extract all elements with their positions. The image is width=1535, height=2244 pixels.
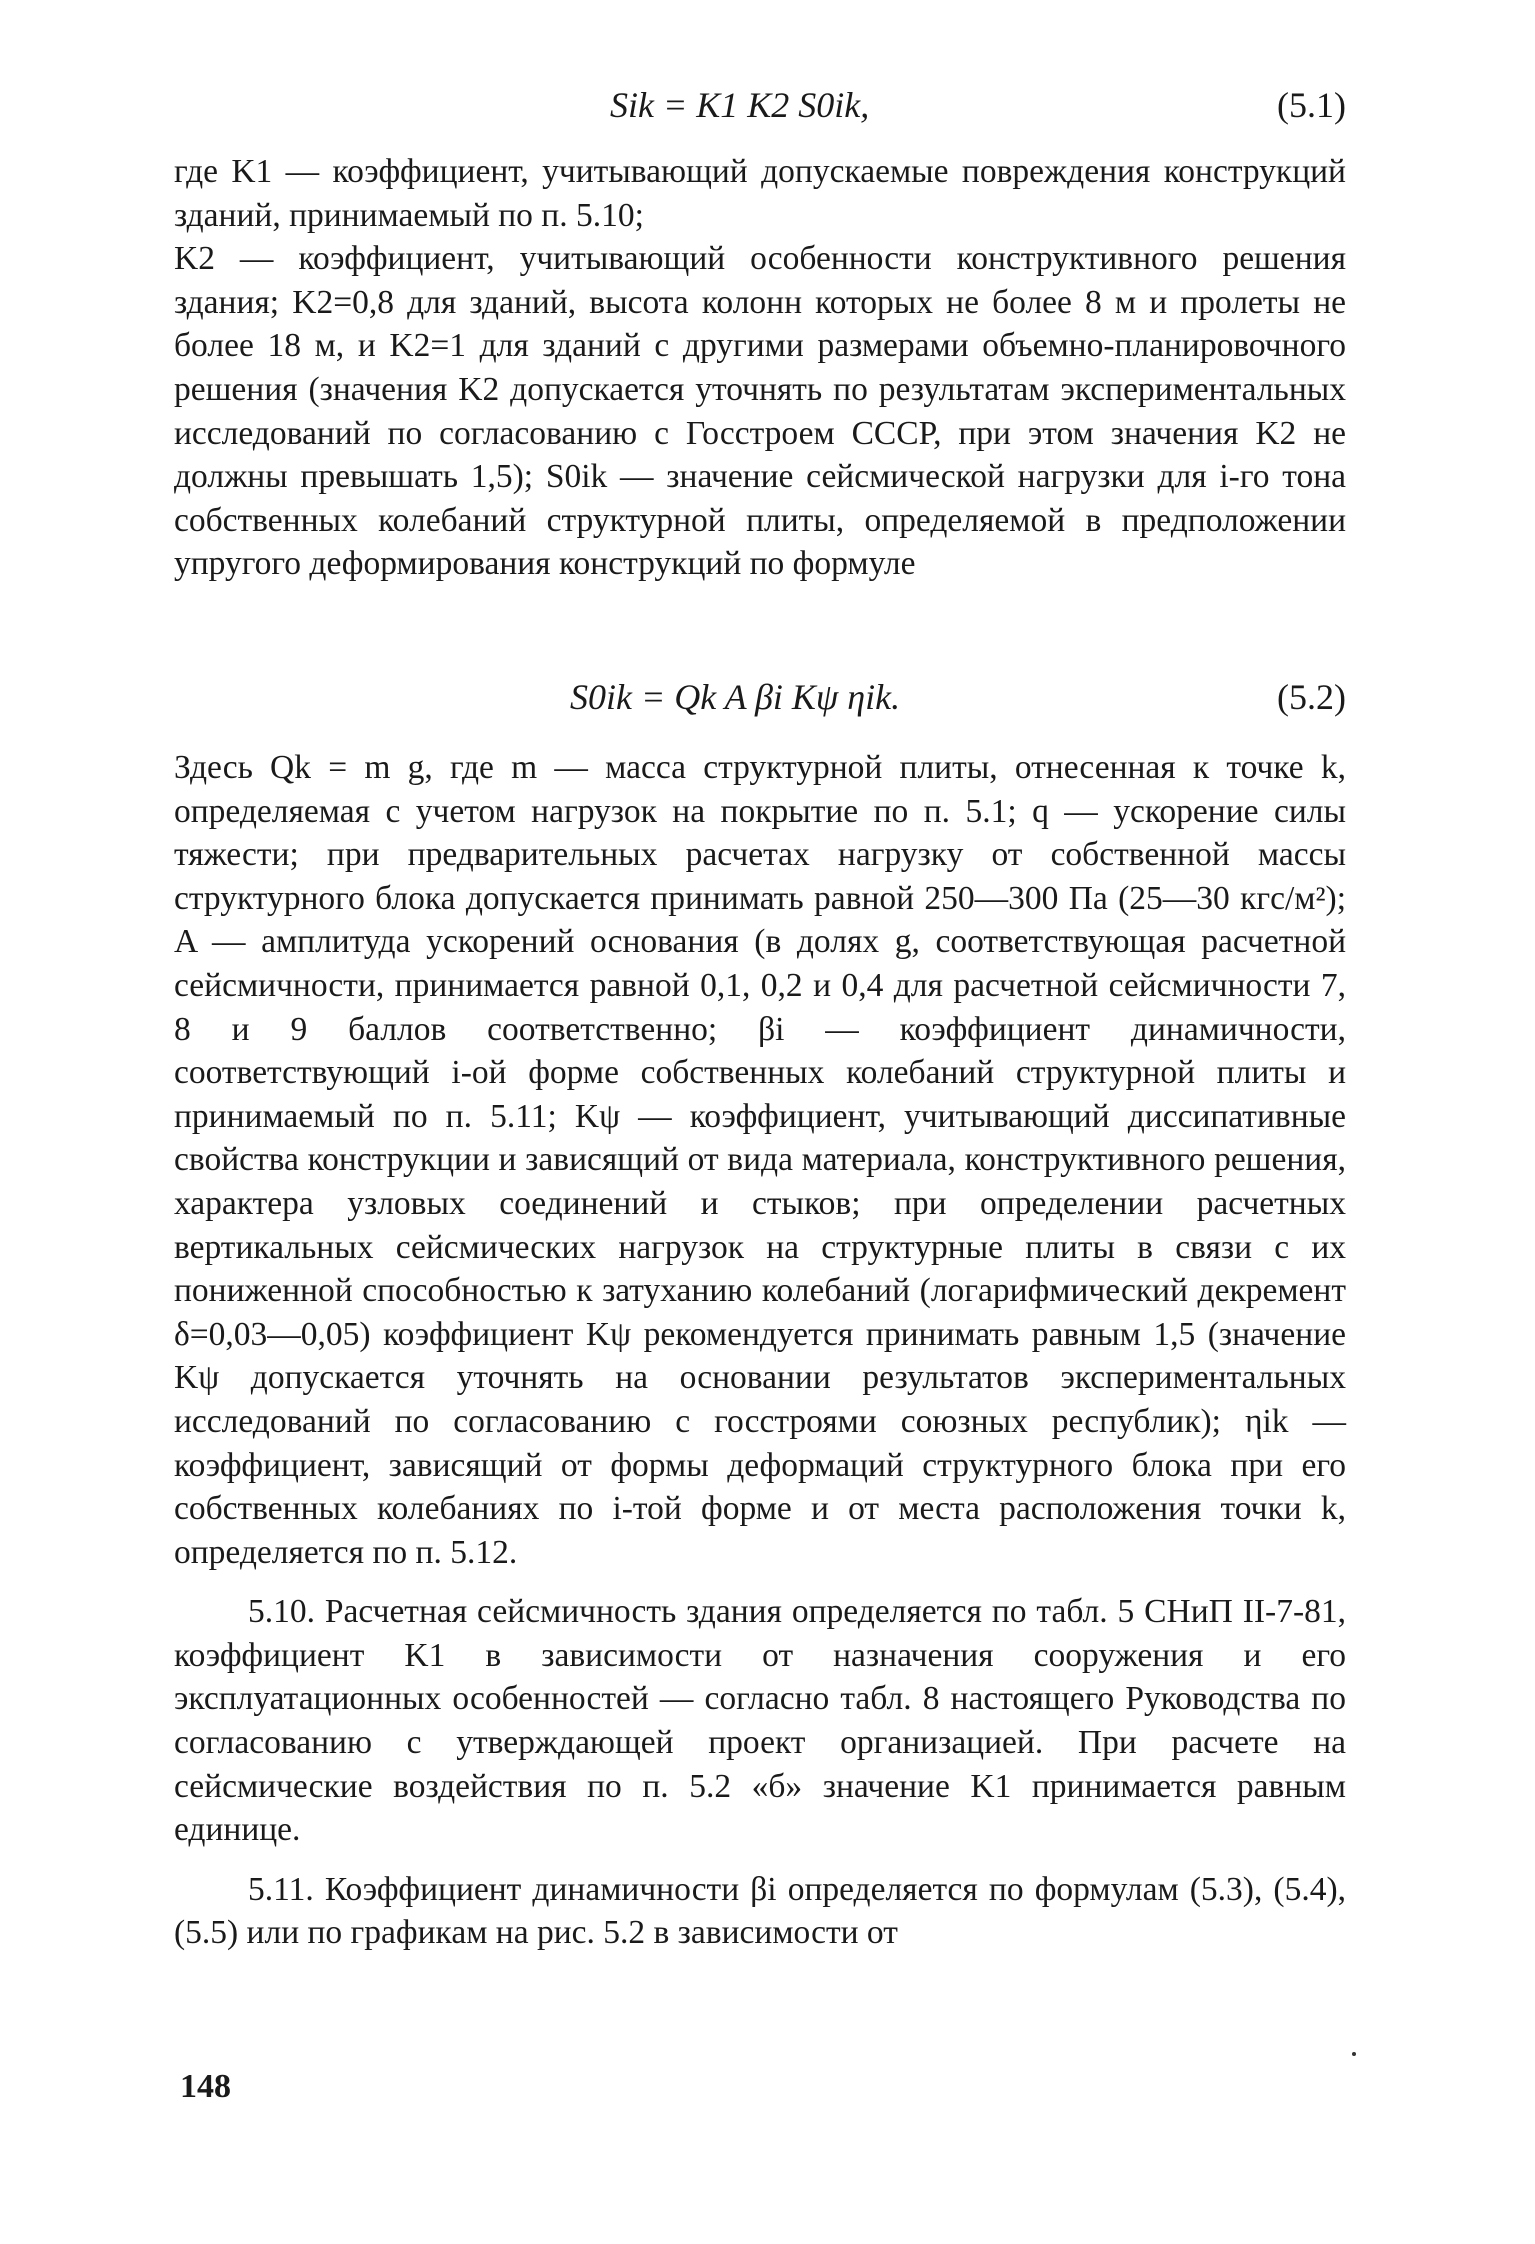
text-block-upper xyxy=(174,150,1346,586)
formula-5-1 xyxy=(174,84,1346,134)
text-block-lower xyxy=(174,746,1346,1955)
formula-5-2 xyxy=(174,676,1346,726)
formula-5-1-number: (5.1) xyxy=(1277,85,1346,125)
formula-5-1-expression: Sik = K1 K2 S0ik, xyxy=(610,85,870,125)
paragraph-k2-definition: K2 — коэффициент, учитывающий особенности конструктивного решения здания; K2=0,8 для зданий, высота колонн которых не более 8 м и пролеты не более 18 м, и K2=1 для зданий с другими размерами объемно-планировочного решения (значения K2 допускается уточнять по результатам экспериментальных исследований по согласованию с Госстроем СССР, при этом значения K2 не должны превышать 1,5); S0ik — значение сейсмической нагрузки для i-го тона собственных колебаний структурной плиты, определяемой в предположении упругого деформирования конструкций по формуле xyxy=(174,240,1346,583)
formula-5-2-number: (5.2) xyxy=(1277,677,1346,717)
paragraph-qk-definition: Здесь Qk = m g, где m — масса структурной плиты, отнесенная к точке k, определяемая с учетом нагрузок на покрытие по п. 5.1; q — ускорение силы тяжести; при предварительных расчетах нагрузку от собственной массы структурного блока допускается принимать равной 250—300 Па (25—30 кгс/м²); A — амплитуда ускорений основания (в долях g, соответствующая расчетной сейсмичности, принимается равной 0,1, 0,2 и 0,4 для расчетной сейсмичности 7, 8 и 9 баллов соответственно; βi — коэффициент динамичности, соответствующий i-ой форме собственных колебаний структурной плиты и принимаемый по п. 5.11; Kψ — коэффициент, учитывающий диссипативные свойства конструкции и зависящий от вида материала, конструктивного решения, характера узловых соединений и стыков; при определении расчетных вертикальных сейсмических нагрузок на структурные плиты в связи с их пониженной способностью к затуханию колебаний (логарифмический декремент δ=0,03—0,05) коэффициент Kψ рекомендуется принимать равным 1,5 (значение Kψ допускается уточнять на основании результатов экспериментальных исследований по согласованию с госстроями союзных республик); ηik — коэффициент, зависящий от формы деформаций структурного блока при его собственных колебаниях по i-той форме и от места расположения точки k, определяется по п. 5.12. xyxy=(174,749,1346,1571)
paragraph-section-5-10: 5.10. Расчетная сейсмичность здания определяется по табл. 5 СНиП II-7-81, коэффициент K1 в зависимости от назначения сооружения и его эксплуатационных особенностей — согласно табл. 8 настоящего Руководства по согласованию с утверждающей проект организацией. При расчете на сейсмические воздействия по п. 5.2 «б» значение K1 принимается равным единице. xyxy=(174,1593,1346,1849)
stray-dot-mark xyxy=(1352,2052,1356,2056)
paragraph-section-5-11: 5.11. Коэффициент динамичности βi определяется по формулам (5.3), (5.4), (5.5) или по графикам на рис. 5.2 в зависимости от xyxy=(174,1870,1346,1952)
page-number: 148 xyxy=(180,2068,231,2105)
paragraph-k1-definition: где K1 — коэффициент, учитывающий допускаемые повреждения конструкций зданий, принимаемый по п. 5.10; xyxy=(174,153,1346,234)
formula-5-2-expression: S0ik = Qk A βi Kψ ηik. xyxy=(570,677,901,717)
